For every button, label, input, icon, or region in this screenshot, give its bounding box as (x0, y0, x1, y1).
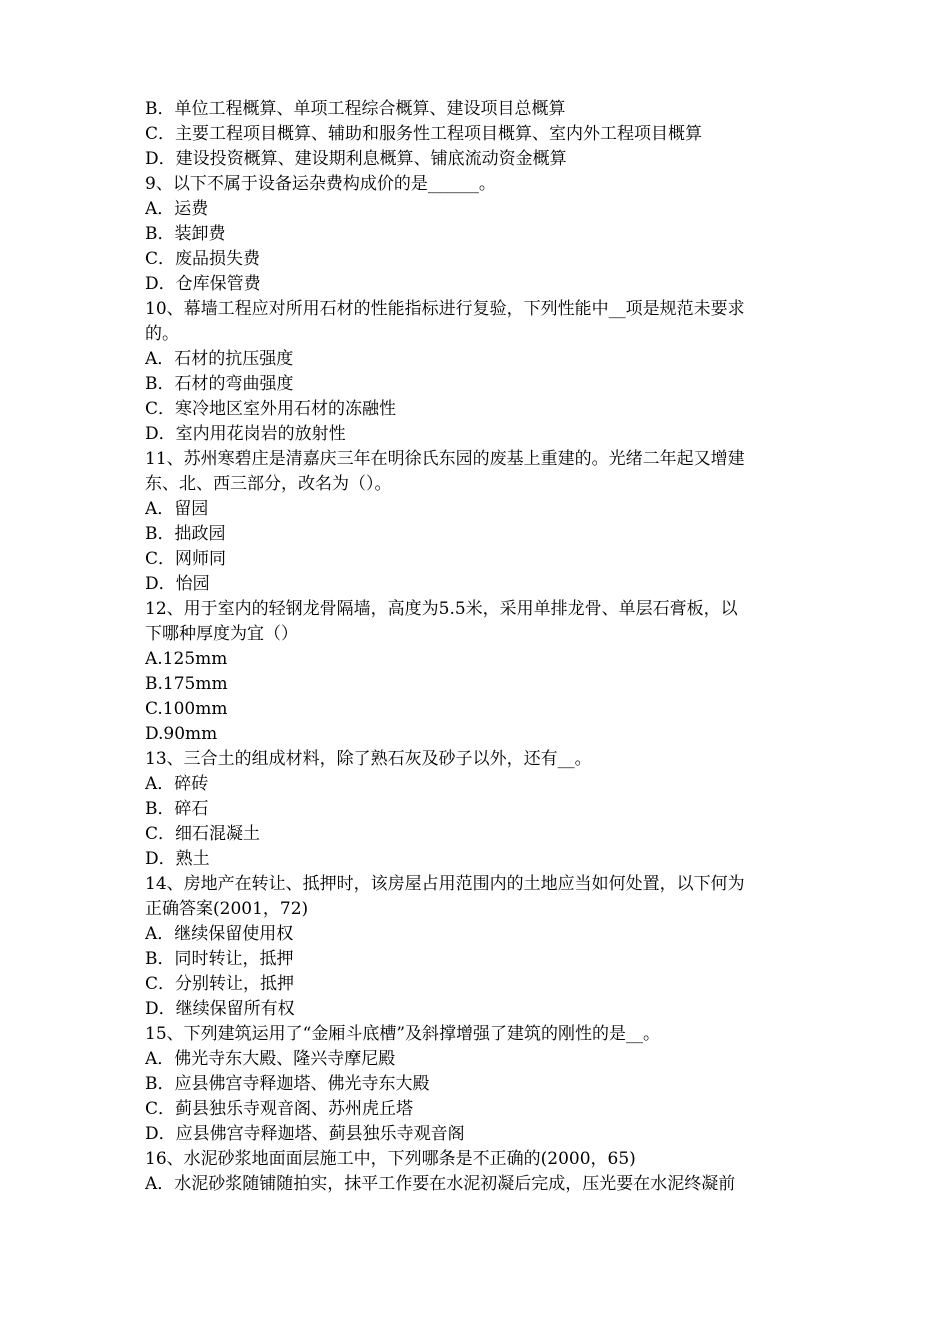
text-line: B．单位工程概算、单项工程综合概算、建设项目总概算 (145, 99, 566, 119)
text-line: C．主要工程项目概算、辅助和服务性工程项目概算、室内外工程项目概算 (145, 124, 703, 144)
text-line: D．建设投资概算、建设期利息概算、铺底流动资金概算 (145, 149, 567, 169)
text-line: 11、苏州寒碧庄是清嘉庆三年在明徐氏东园的废基上重建的。光绪二年起又增建 (145, 449, 745, 469)
text-line: C．废品损失费 (145, 249, 261, 269)
text-line: B．石材的弯曲强度 (145, 374, 294, 394)
text-line: 正确答案(2001，72) (145, 899, 309, 919)
text-line: A．石材的抗压强度 (145, 349, 294, 369)
text-line: A．继续保留使用权 (145, 924, 294, 944)
text-line: C．网师同 (145, 549, 227, 569)
text-line: 的。 (145, 324, 179, 344)
text-line: 15、下列建筑运用了“金厢斗底槽”及斜撑增强了建筑的刚性的是__。 (145, 1024, 661, 1044)
text-line: C.100mm (145, 699, 228, 719)
text-line: B．同时转让，抵押 (145, 949, 294, 969)
text-line: A．运费 (145, 199, 209, 219)
text-line: B.175mm (145, 674, 228, 694)
text-line: A.125mm (145, 649, 228, 669)
text-line: D．怡园 (145, 574, 210, 594)
text-line: 10、幕墙工程应对所用石材的性能指标进行复验，下列性能中__项是规范未要求 (145, 299, 745, 319)
text-line: B．应县佛宫寺释迦塔、佛光寺东大殿 (145, 1074, 430, 1094)
document-body (145, 97, 815, 1197)
text-line: 16、水泥砂浆地面面层施工中，下列哪条是不正确的(2000，65) (145, 1149, 636, 1169)
text-line: D．仓库保管费 (145, 274, 261, 294)
text-line: 13、三合土的组成材料，除了熟石灰及砂子以外，还有__。 (145, 749, 592, 769)
text-line: A．碎砖 (145, 774, 209, 794)
text-line: A．水泥砂浆随铺随拍实，抹平工作要在水泥初凝后完成，压光要在水泥终凝前 (145, 1174, 736, 1194)
text-line: D．应县佛宫寺释迦塔、蓟县独乐寺观音阁 (145, 1124, 465, 1144)
text-line: 东、北、西三部分，改名为（）。 (145, 474, 392, 494)
text-line: D．熟土 (145, 849, 210, 869)
text-line: B．拙政园 (145, 524, 226, 544)
text-line: B．装卸费 (145, 224, 226, 244)
text-line: C．分别转让，抵押 (145, 974, 295, 994)
text-line: C．细石混凝土 (145, 824, 261, 844)
text-line: B．碎石 (145, 799, 209, 819)
text-line: D．室内用花岗岩的放射性 (145, 424, 346, 444)
text-line: 12、用于室内的轻钢龙骨隔墙，高度为5.5米，采用单排龙骨、单层石膏板，以 (145, 599, 738, 619)
text-line: A．留园 (145, 499, 209, 519)
text-line: C．蓟县独乐寺观音阁、苏州虎丘塔 (145, 1099, 414, 1119)
text-line: 14、房地产在转让、抵押时，该房屋占用范围内的土地应当如何处置，以下何为 (145, 874, 745, 894)
text-line: 9、以下不属于设备运杂费构成价的是______。 (145, 174, 496, 194)
text-line: D．继续保留所有权 (145, 999, 295, 1019)
text-line: C．寒冷地区室外用石材的冻融性 (145, 399, 397, 419)
text-line: 下哪种厚度为宜（） (145, 624, 298, 644)
text-line: A．佛光寺东大殿、隆兴寺摩尼殿 (145, 1049, 396, 1069)
text-line: D.90mm (145, 724, 218, 744)
